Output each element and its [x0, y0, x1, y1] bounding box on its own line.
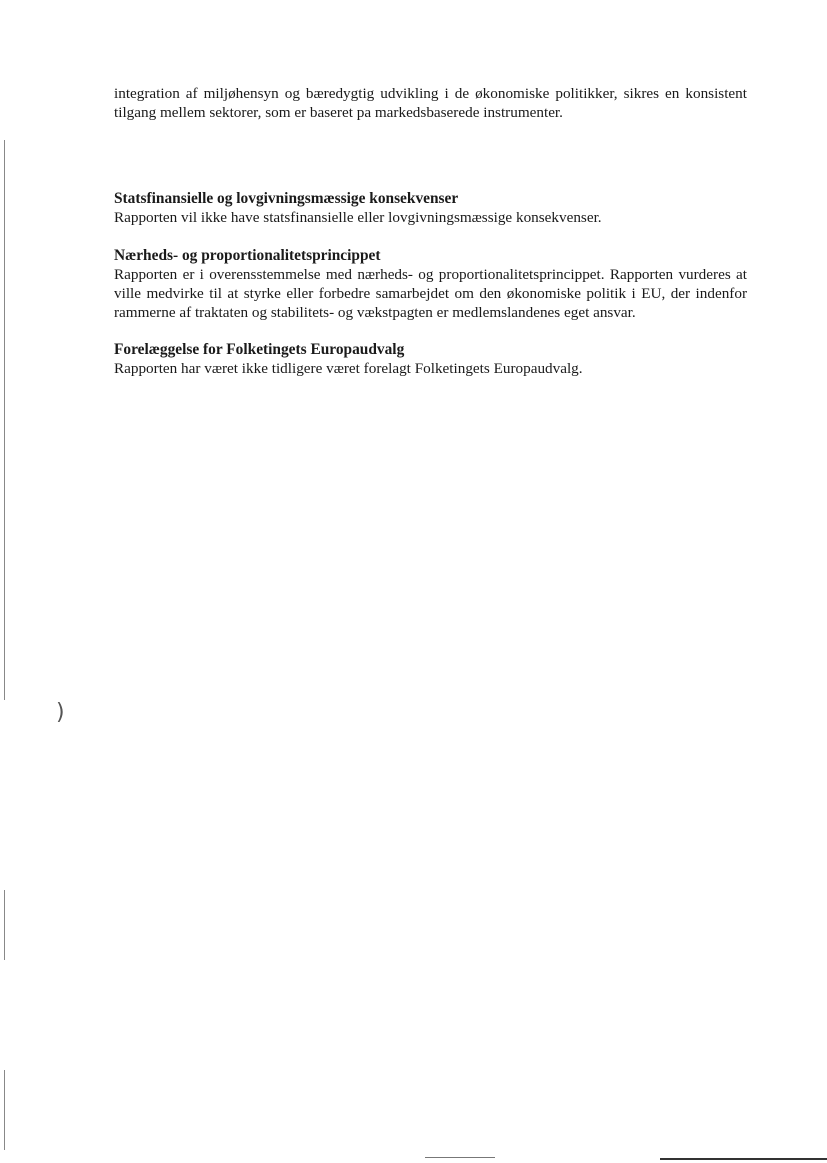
- punch-hole-mark: ): [56, 700, 65, 725]
- section-body: Rapporten har været ikke tidligere været forelagt Folketingets Europaudvalg.: [114, 360, 583, 377]
- intro-paragraph: integration af miljøhensyn og bæredygtig udvikling i de økonomiske politikker, sikres en konsistent tilgang mellem sektorer, som er baseret pa markedsbaserede instrumenter.: [114, 85, 747, 121]
- section-financial-consequences: [114, 189, 747, 227]
- scan-edge-line: [4, 1070, 5, 1150]
- section-heading: Statsfinansielle og lovgivningsmæssige konsekvenser: [114, 190, 459, 207]
- section-heading: Forelæggelse for Folketingets Europaudvalg: [114, 341, 405, 358]
- section-body: Rapporten vil ikke have statsfinansielle eller lovgivningsmæssige konsekvenser.: [114, 209, 602, 226]
- section-europe-committee: [114, 340, 747, 378]
- scan-bottom-line: [425, 1157, 495, 1158]
- section-body: Rapporten er i overensstemmelse med nærheds- og proportionalitetsprincippet. Rapporten vurderes at ville medvirke til at styrke eller forbedre samarbejdet om den økonomiske politik i EU, der indenfor rammerne af traktaten og stabilitets- og vækstpagten er medlemslandenes eget ansvar.: [114, 266, 747, 321]
- section-subsidiarity: [114, 246, 747, 322]
- scan-bottom-line: [660, 1158, 827, 1160]
- scan-edge-line: [4, 140, 5, 700]
- section-heading: Nærheds- og proportionalitetsprincippet: [114, 247, 381, 264]
- document-body: [114, 84, 747, 378]
- scan-edge-line: [4, 890, 5, 960]
